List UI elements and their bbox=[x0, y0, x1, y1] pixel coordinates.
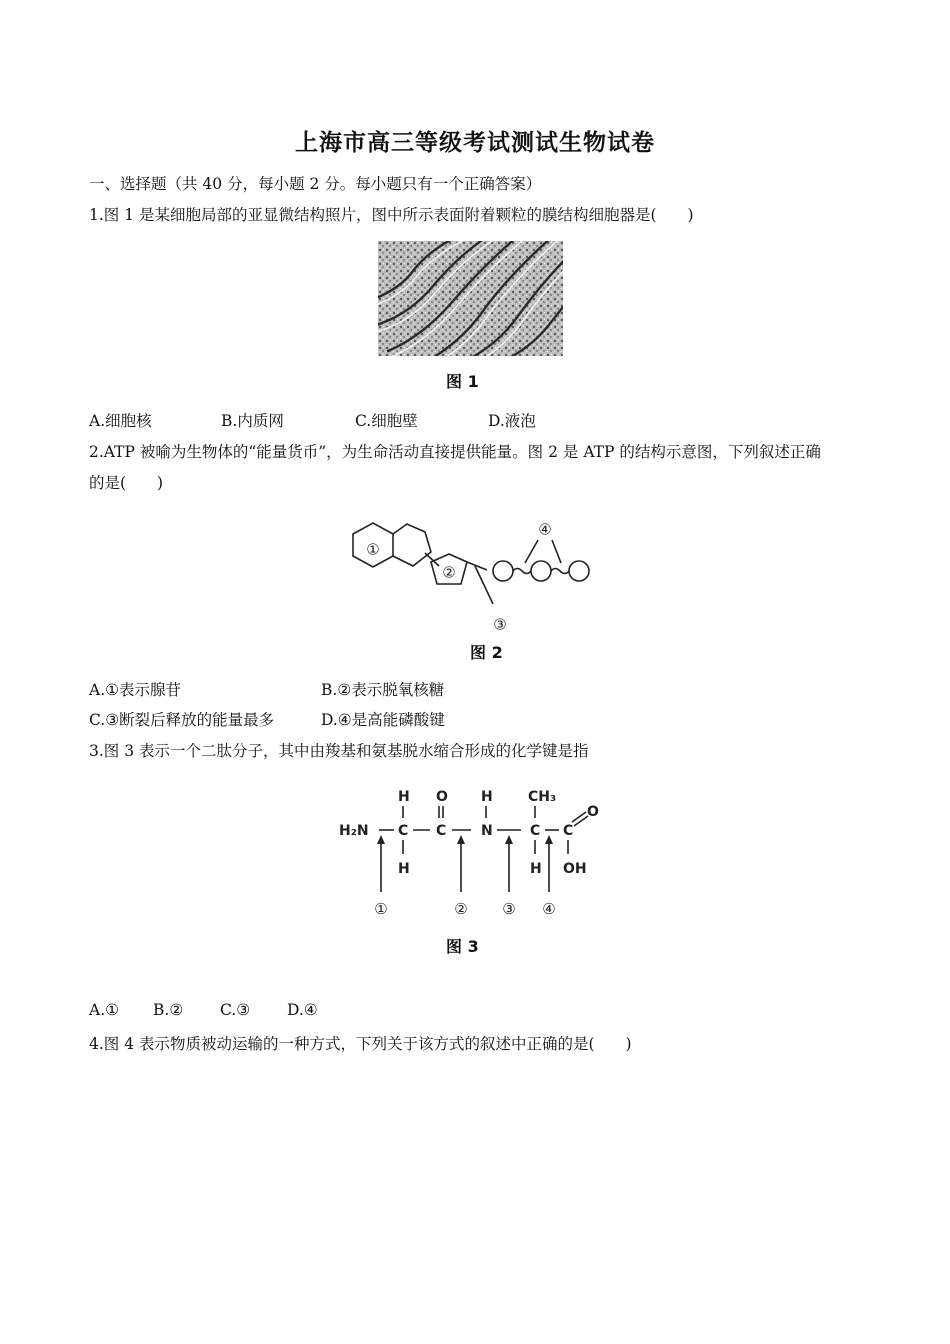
dipeptide-ch3: CH₃ bbox=[528, 789, 557, 805]
dipeptide-label-3: ③ bbox=[502, 900, 516, 918]
atp-label-3: ③ bbox=[493, 615, 507, 634]
question-3-stem: 3.图 3 表示一个二肽分子，其中由羧基和氨基脱水缩合形成的化学键是指 bbox=[89, 742, 589, 760]
figure-1-caption: 图 1 bbox=[446, 372, 479, 391]
dipeptide-h-bottom-1: H bbox=[398, 861, 410, 877]
dipeptide-h-top-1: H bbox=[398, 789, 410, 805]
atp-label-1: ① bbox=[366, 540, 380, 559]
figure-2-caption: 图 2 bbox=[470, 643, 503, 662]
q3-option-c: C.③ bbox=[220, 1001, 251, 1019]
dipeptide-h-bottom-3: H bbox=[530, 861, 542, 877]
question-2-stem-line2: 的是( ) bbox=[89, 474, 164, 492]
dipeptide-o-top: O bbox=[436, 789, 448, 805]
dipeptide-label-1: ① bbox=[374, 900, 388, 918]
q1-option-b: B.内质网 bbox=[221, 412, 284, 430]
dipeptide-label-2: ② bbox=[454, 900, 468, 918]
question-4-stem: 4.图 4 表示物质被动运输的一种方式，下列关于该方式的叙述中正确的是( ) bbox=[89, 1035, 632, 1053]
q3-option-b: B.② bbox=[153, 1001, 184, 1019]
dipeptide-c1: C bbox=[398, 823, 409, 839]
q2-option-c: C.③断裂后释放的能量最多 bbox=[89, 711, 275, 729]
question-2-stem-line1: 2.ATP 被喻为生物体的“能量货币”，为生命活动直接提供能量。图 2 是 ATP 的结构示意图，下列叙述正确 bbox=[89, 443, 821, 461]
dipeptide-h2n: H₂N bbox=[339, 823, 369, 839]
q1-option-c: C.细胞壁 bbox=[355, 412, 418, 430]
atp-label-2: ② bbox=[442, 563, 456, 582]
q1-option-d: D.液泡 bbox=[488, 412, 536, 430]
dipeptide-c3: C bbox=[530, 823, 541, 839]
figure-3-dipeptide bbox=[335, 782, 615, 922]
q2-option-d: D.④是高能磷酸键 bbox=[321, 711, 445, 729]
q2-option-b: B.②表示脱氧核糖 bbox=[321, 681, 445, 699]
dipeptide-c2: C bbox=[436, 823, 447, 839]
q2-option-a: A.①表示腺苷 bbox=[89, 681, 182, 699]
figure-2-atp-diagram bbox=[345, 510, 605, 640]
dipeptide-c4: C bbox=[563, 823, 574, 839]
section-header: 一、选择题（共 40 分，每小题 2 分。每小题只有一个正确答案） bbox=[89, 175, 542, 193]
dipeptide-h-top-2: H bbox=[481, 789, 493, 805]
atp-label-4: ④ bbox=[538, 520, 552, 539]
q3-option-d: D.④ bbox=[287, 1001, 318, 1019]
dipeptide-n: N bbox=[481, 823, 493, 839]
q1-option-a: A.细胞核 bbox=[89, 412, 152, 430]
figure-3-caption: 图 3 bbox=[446, 937, 479, 956]
question-1-stem: 1.图 1 是某细胞局部的亚显微结构照片，图中所示表面附着颗粒的膜结构细胞器是( ) bbox=[89, 206, 694, 224]
q3-option-a: A.① bbox=[89, 1001, 120, 1019]
figure-1-micrograph bbox=[378, 241, 563, 356]
dipeptide-o-right: O bbox=[587, 804, 599, 820]
page-title: 上海市高三等级考试测试生物试卷 bbox=[295, 129, 655, 156]
dipeptide-label-4: ④ bbox=[542, 900, 556, 918]
dipeptide-oh: OH bbox=[563, 861, 587, 877]
